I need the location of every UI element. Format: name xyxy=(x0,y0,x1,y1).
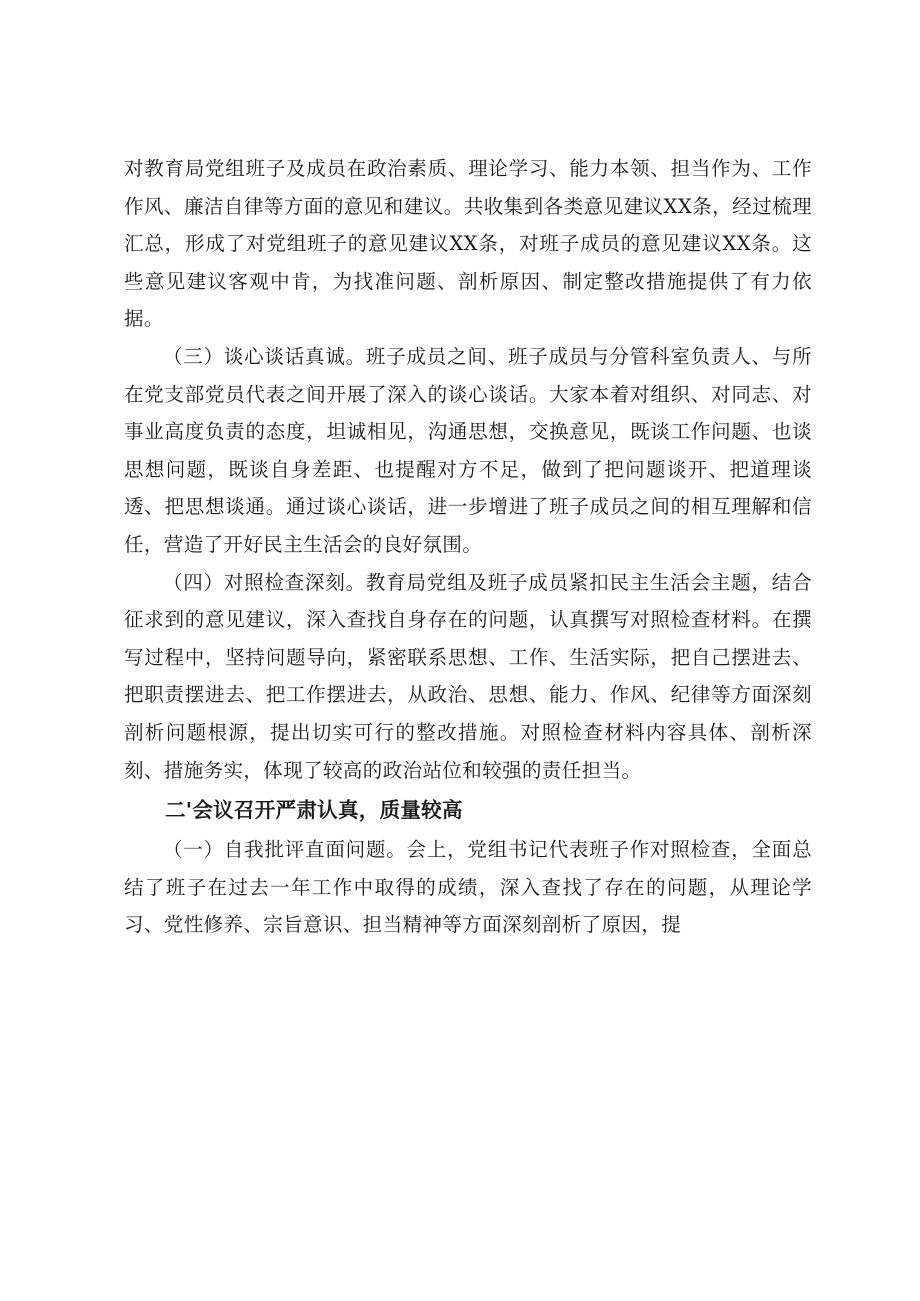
paragraph-self-examination: （四）对照检查深刻。教育局党组及班子成员紧扣民主生活会主题，结合征求到的意见建议，深入查找自身存在的问题，认真撰写对照检查材料。在撰写过程中，坚持问题导向，紧密联系思想、工作、生活实际，把自己摆进去、把职责摆进去、把工作摆进去，从政治、思想、能力、作风、纪律等方面深刻剖析问题根源，提出切实可行的整改措施。对照检查材料内容具体、剖析深刻、措施务实，体现了较高的政治站位和较强的责任担当。 xyxy=(124,570,812,782)
document-page xyxy=(124,150,812,944)
paragraph-opinions: 对教育局党组班子及成员在政治素质、理论学习、能力本领、担当作为、工作作风、廉洁自律等方面的意见和建议。共收集到各类意见建议XX条，经过梳理汇总，形成了对党组班子的意见建议XX条，对班子成员的意见建议XX条。这些意见建议客观中肯，为找准问题、剖析原因、制定整改措施提供了有力依据。 xyxy=(124,157,812,331)
section-heading: 二'会议召开严肃认真，质量较高 xyxy=(165,798,463,823)
paragraph-self-criticism: （一）自我批评直面问题。会上，党组书记代表班子作对照检查，全面总结了班子在过去一年工作中取得的成绩，深入查找了存在的问题，从理论学习、党性修养、宗旨意识、担当精神等方面深刻剖析了原因，提 xyxy=(124,838,812,937)
paragraph-heart-to-heart-talks: （三）谈心谈话真诚。班子成员之间、班子成员与分管科室负责人、与所在党支部党员代表之间开展了深入的谈心谈话。大家本着对组织、对同志、对事业高度负责的态度，坦诚相见，沟通思想，交换意见，既谈工作问题、也谈思想问题，既谈自身差距、也提醒对方不足，做到了把问题谈开、把道理谈透、把思想谈通。通过谈心谈话，进一步增进了班子成员之间的相互理解和信任，营造了开好民主生活会的良好氛围。 xyxy=(124,344,812,556)
